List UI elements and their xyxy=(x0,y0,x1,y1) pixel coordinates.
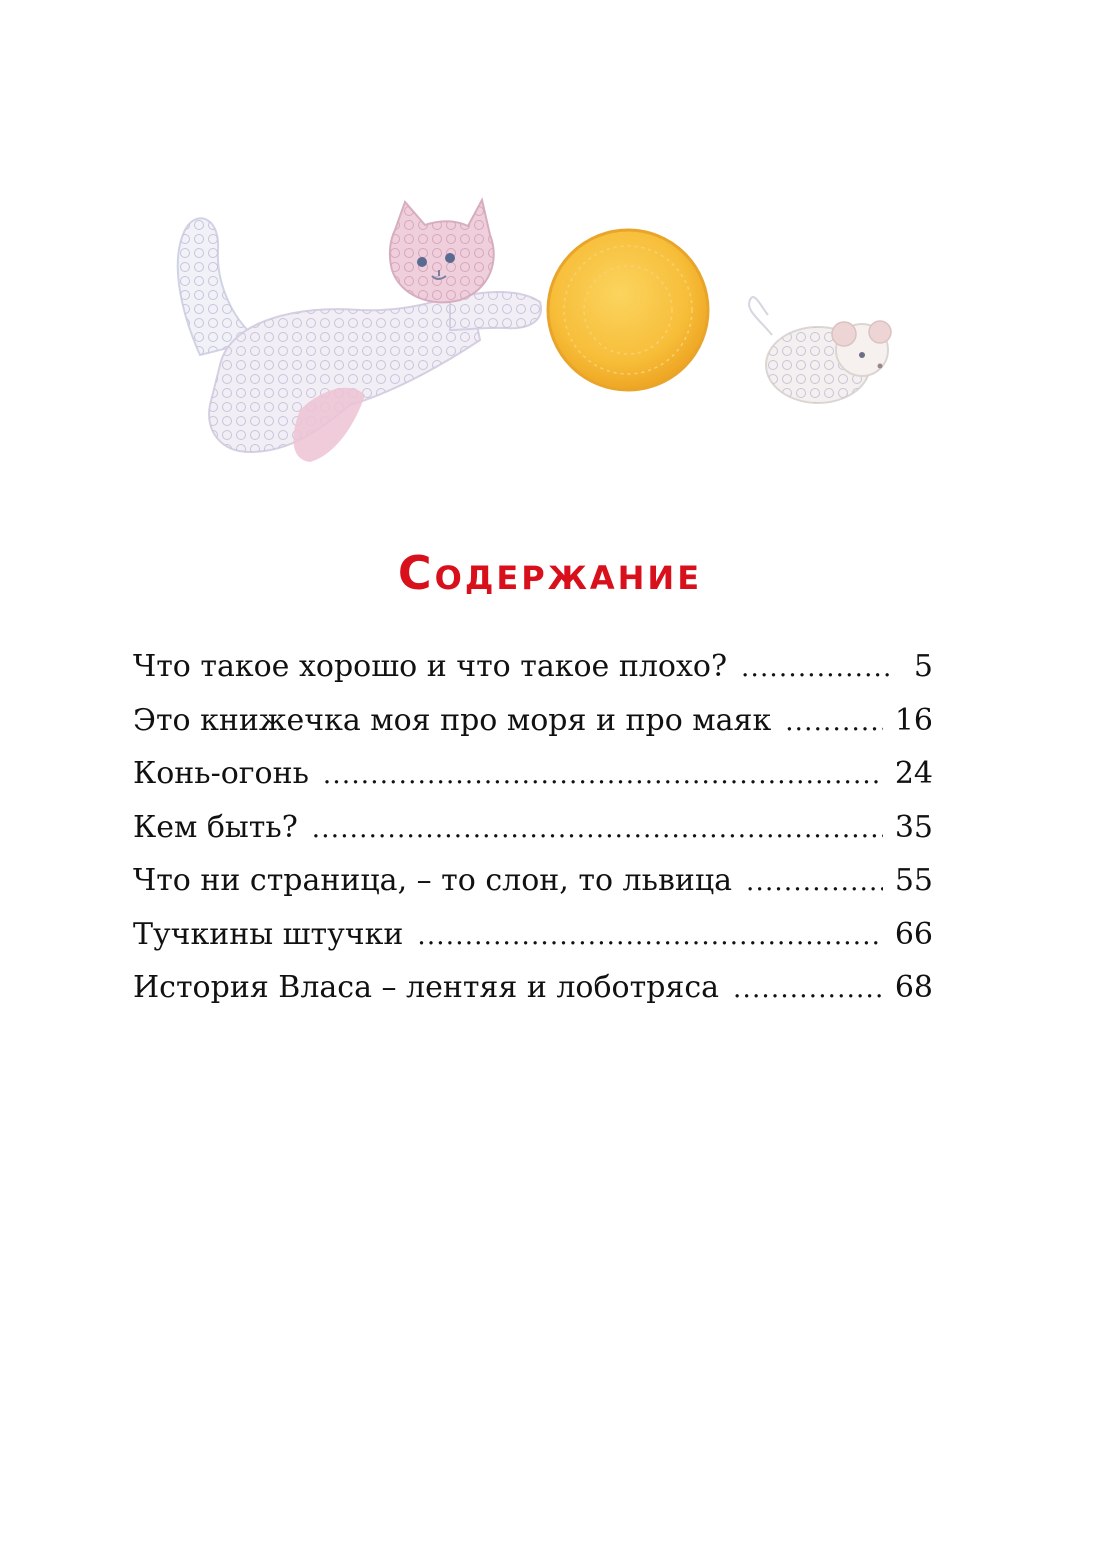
toc-entry[interactable] xyxy=(133,964,933,1018)
toc-entry-title: Тучкины штучки xyxy=(133,916,404,952)
toc-entry[interactable] xyxy=(133,643,933,697)
toc-entry[interactable] xyxy=(133,697,933,751)
dot-leader xyxy=(417,912,882,960)
toc-entry-page: 5 xyxy=(913,649,933,684)
toc-entry-title: Кем быть? xyxy=(133,809,298,845)
toc-entry[interactable] xyxy=(133,857,933,911)
toc-entry-page: 35 xyxy=(894,809,933,845)
toc-entry-page: 16 xyxy=(894,702,933,738)
dot-leader xyxy=(733,965,883,1013)
toc-entry-title: История Власа – лентяя и лоботряса xyxy=(133,970,720,1005)
cat-drawing xyxy=(178,200,541,462)
toc-entry-title: Это книжечка моя про моря и про маяк xyxy=(133,702,772,738)
dot-leader xyxy=(785,698,883,746)
toc-entry-page: 68 xyxy=(894,970,933,1005)
dot-leader xyxy=(741,644,895,692)
dot-leader xyxy=(312,805,883,853)
toc-entry-title: Конь-огонь xyxy=(133,756,309,791)
toc-entry[interactable] xyxy=(133,911,933,965)
yellow-ball-drawing xyxy=(548,230,708,390)
dot-leader xyxy=(746,858,883,906)
mouse-drawing xyxy=(749,297,891,403)
page-title: Содержание xyxy=(397,546,703,600)
toc-entry[interactable] xyxy=(133,750,933,804)
dot-leader xyxy=(323,751,883,799)
illustration xyxy=(150,190,930,490)
table-of-contents xyxy=(133,643,933,1018)
toc-entry-page: 66 xyxy=(894,916,933,952)
toc-entry-title: Что ни страница, – то слон, то львица xyxy=(133,863,733,898)
toc-entry-title: Что такое хорошо и что такое плохо? xyxy=(133,649,728,684)
toc-entry-page: 55 xyxy=(894,863,933,898)
toc-entry[interactable] xyxy=(133,804,933,858)
toc-entry-page: 24 xyxy=(894,756,933,791)
